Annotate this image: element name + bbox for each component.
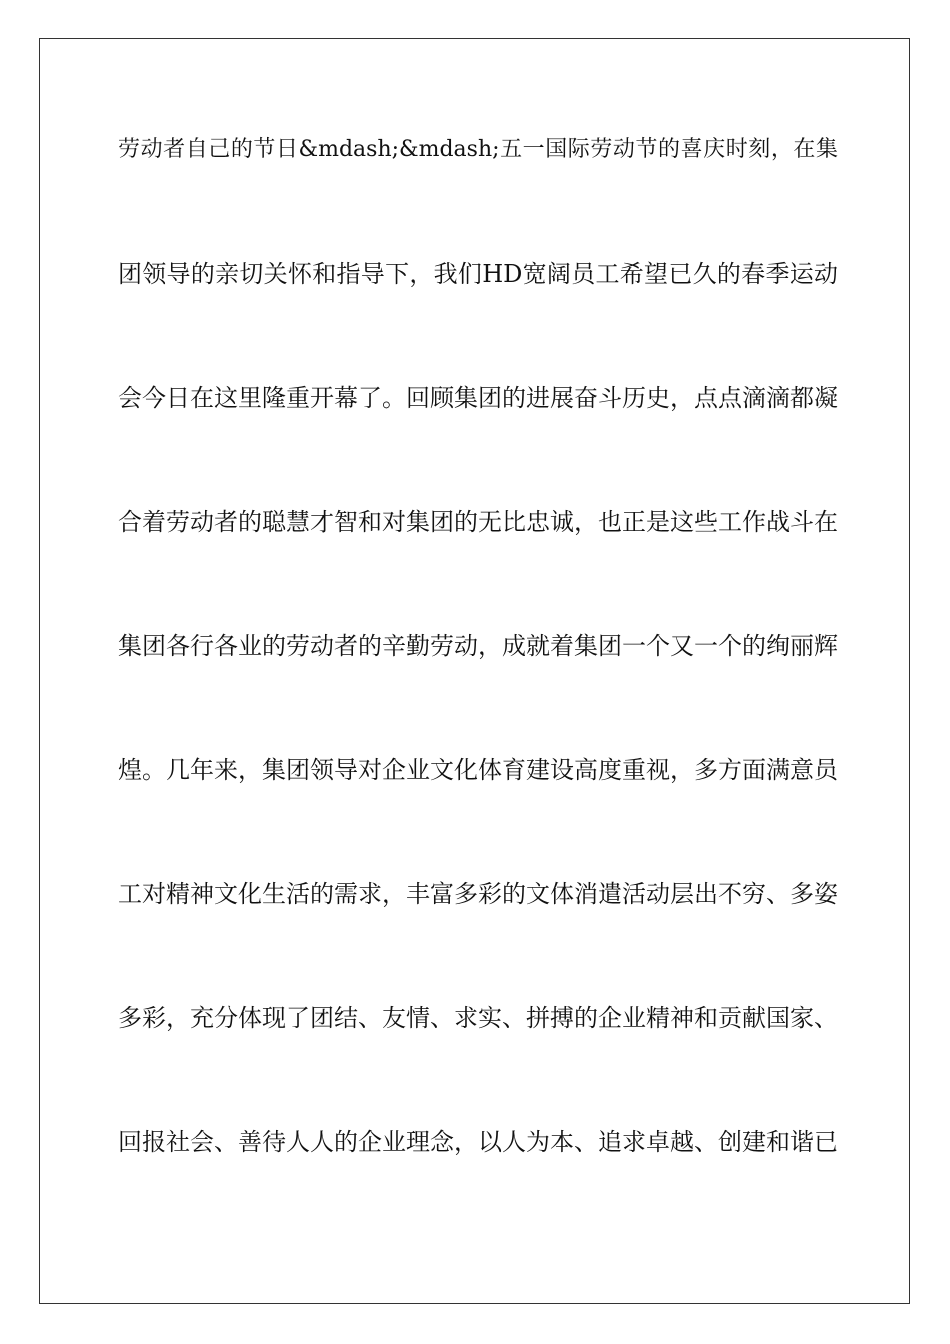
body-text-line-7: 工对精神文化生活的需求，丰富多彩的文体消遣活动层出不穷、多姿 — [118, 880, 838, 908]
body-text-line-8: 多彩，充分体现了团结、友情、求实、拼搏的企业精神和贡献国家、 — [118, 1004, 838, 1032]
body-text-line-3: 会今日在这里隆重开幕了。回顾集团的进展奋斗历史，点点滴滴都凝 — [118, 384, 838, 412]
body-text-line-2: 团领导的亲切关怀和指导下，我们HD宽阔员工希望已久的春季运动 — [118, 260, 838, 288]
body-text-line-1: 劳动者自己的节日&mdash;&mdash;五一国际劳动节的喜庆时刻，在集 — [118, 137, 838, 162]
page-frame — [39, 38, 910, 1304]
body-text-line-4: 合着劳动者的聪慧才智和对集团的无比忠诚，也正是这些工作战斗在 — [118, 508, 838, 536]
body-text-line-9: 回报社会、善待人人的企业理念，以人为本、追求卓越、创建和谐已 — [118, 1128, 838, 1156]
body-text-line-6: 煌。几年来，集团领导对企业文化体育建设高度重视，多方面满意员 — [118, 756, 838, 784]
body-text-line-5: 集团各行各业的劳动者的辛勤劳动，成就着集团一个又一个的绚丽辉 — [118, 632, 838, 660]
